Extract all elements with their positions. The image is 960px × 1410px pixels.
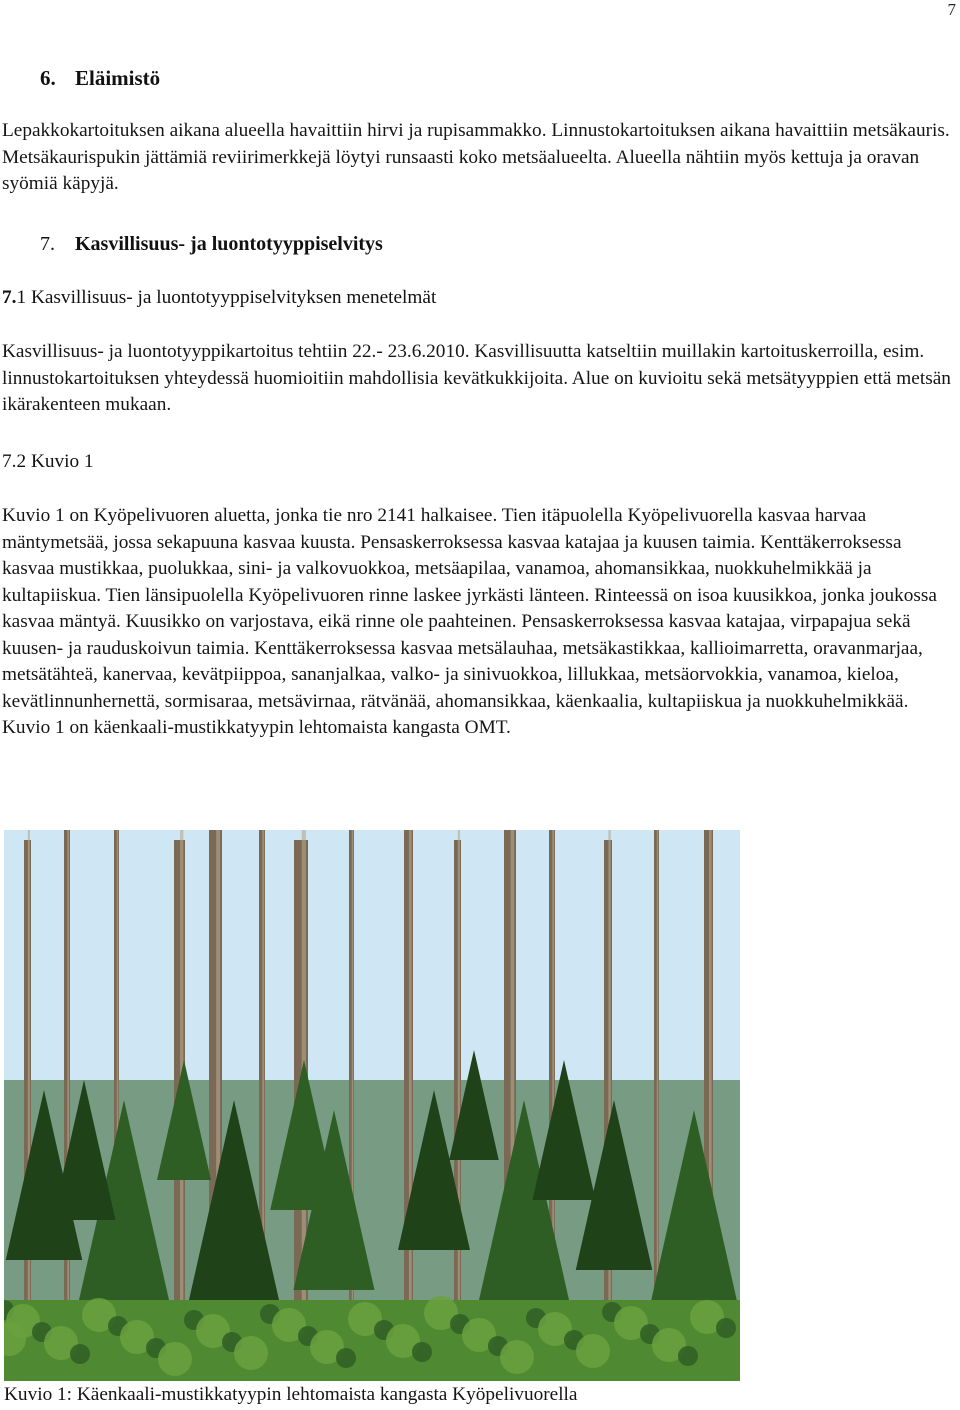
shrub	[412, 1342, 432, 1362]
shrub	[234, 1336, 268, 1370]
pine-trunk-highlight	[28, 830, 30, 1381]
shrub	[500, 1340, 534, 1374]
pine-trunk-highlight	[409, 830, 412, 1381]
shrub	[576, 1334, 610, 1368]
figure-caption: Kuvio 1: Käenkaali-mustikkatyypin lehtomaista kangasta Kyöpelivuorella	[4, 1384, 578, 1405]
paragraph-methods: Kasvillisuus- ja luontotyyppikartoitus tehtiin 22.- 23.6.2010. Kasvillisuutta katseltiin muillakin kartoituskerroilla, esim. linnustokartoituksen yhteydessä huomioitiin mahdollisia kevätkukkijoita. Alue on kuvioitu sekä metsätyyppien että metsän ikärakenteen mukaan.	[2, 341, 951, 415]
subsection-title: Kuvio 1	[30, 451, 94, 472]
pine-trunk-highlight	[608, 830, 610, 1381]
section-number: 6.	[40, 66, 56, 90]
shrub	[70, 1344, 90, 1364]
shrub	[158, 1342, 192, 1376]
pine-trunk-highlight	[352, 830, 354, 1381]
forest-illustration	[4, 830, 740, 1381]
forest-photo	[4, 830, 740, 1381]
subheading-methods	[2, 284, 436, 312]
shrub	[678, 1346, 698, 1366]
page-number: 7	[947, 0, 956, 19]
section-title: Eläimistö	[75, 66, 161, 90]
paragraph-kuvio-1: Kuvio 1 on Kyöpelivuoren aluetta, jonka tie nro 2141 halkaisee. Tien itäpuolella Kyöpelivuorella kasvaa harvaa mäntymetsää, jossa sekapuuna kasvaa kuusta. Pensaskerroksessa kasvaa katajaa ja kuusen taimia. Kenttäkerroksessa kasvaa mustikkaa, puolukkaa, sini- ja valkovuokkoa, metsäapilaa, vanamoa, ahomansikkaa, nuokkuhelmikkää ja kultapiiskua. Tien länsipuolella Kyöpelivuoren rinne laskee jyrkästi länteen. Rinteessä on isoa kuusikkoa, jonka joukossa kasvaa mäntyä. Kuusikko on varjostava, eikä rinne ole paahteinen. Pensaskerroksessa kasvaa katajaa, virpapajua sekä kuusen- ja rauduskoivun taimia. Kenttäkerroksessa kasvaa metsälauhaa, metsäkastikkaa, kallioimarretta, oravanmarjaa, metsätähteä, kanervaa, kevätpiippoa, sananjalkaa, valko- ja sinivuokkoa, lillukkaa, metsäorvokkia, vanamoa, kieloa, kevätlinnunhernettä, sormisaraa, metsävirnaa, rätvänää, ahomansikkaa, käenkaalia, kultapiiskua ja nuokkuhelmikkää. Kuvio 1 on käenkaali-mustikkatyypin lehtomaista kangasta OMT.	[2, 505, 937, 738]
pine-trunk-highlight	[67, 830, 69, 1381]
subsection-number-rest: 1	[16, 287, 27, 308]
paragraph-animals: Lepakkokartoituksen aikana alueella havaittiin hirvi ja rupisammakko. Linnustokartoituksen aikana havaittiin metsäkauris. Metsäkaurispukin jättämiä reviirimerkkejä löytyi runsaasti koko metsäalueelta. Alueella nähtiin myös kettuja ja oravan syömiä käpyjä.	[2, 120, 950, 194]
section-heading-eliaimisto	[40, 64, 160, 92]
subsection-number-bold: 7.	[2, 287, 17, 308]
shrub	[716, 1318, 736, 1338]
section-number: 7.	[40, 233, 55, 255]
subsection-number: 7.2	[2, 451, 27, 472]
section-heading-kasvillisuus	[40, 230, 383, 258]
pine-trunk-highlight	[458, 830, 460, 1381]
subheading-kuvio-1	[2, 448, 94, 476]
shrub	[336, 1348, 356, 1368]
subsection-title: Kasvillisuus- ja luontotyyppiselvityksen menetelmät	[30, 287, 437, 308]
section-title: Kasvillisuus- ja luontotyyppiselvitys	[75, 233, 383, 255]
